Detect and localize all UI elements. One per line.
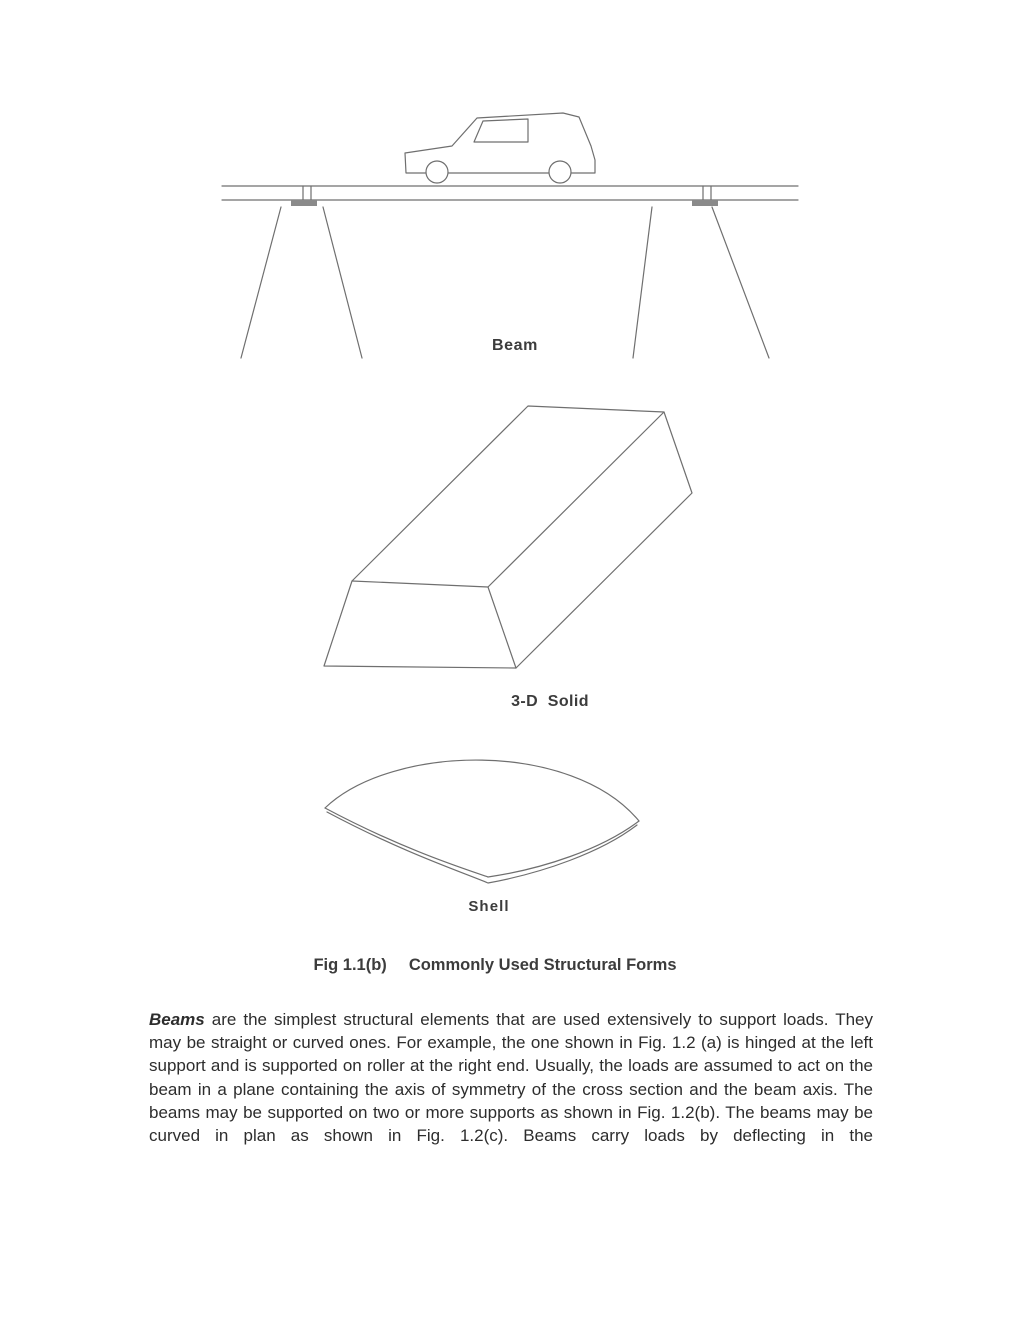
bearing-right	[692, 200, 718, 206]
paragraph-lead-word: Beams	[149, 1010, 205, 1029]
figure-caption-number: Fig 1.1(b)	[313, 956, 387, 974]
car-drawing	[405, 113, 595, 183]
shell-label: Shell	[468, 898, 510, 915]
beam-label: Beam	[492, 337, 538, 354]
bridge-pier-right	[633, 207, 769, 358]
bearing-left	[291, 200, 317, 206]
shell-drawing	[300, 722, 670, 892]
bridge-pier-left	[241, 207, 362, 358]
ingot-shape	[324, 406, 692, 668]
beam-bridge-drawing	[200, 95, 820, 370]
solid-label: 3-D Solid	[511, 693, 589, 710]
shell-surface	[325, 760, 639, 883]
paragraph-body-text: are the simplest structural elements that are used extensively to support loads. They may be straight or curved ones. For example, the one shown in Fig. 1.2 (a) is hinged at the left support and is supported on roller at the right end. Usually, the loads are assumed to act on the beam in a plane containing the axis of symmetry of the cross section and the beam axis. The beams may be supported on two or more supports as shown in Fig. 1.2(b). The beams may be curved in plan as shown in Fig. 1.2(c). Beams carry loads by deflecting in the	[149, 1010, 873, 1146]
solid-drawing	[300, 395, 720, 680]
body-paragraph	[149, 1008, 873, 1147]
bridge-deck	[222, 186, 798, 206]
figure-caption	[313, 956, 676, 975]
figure-caption-title: Commonly Used Structural Forms	[408, 956, 677, 974]
